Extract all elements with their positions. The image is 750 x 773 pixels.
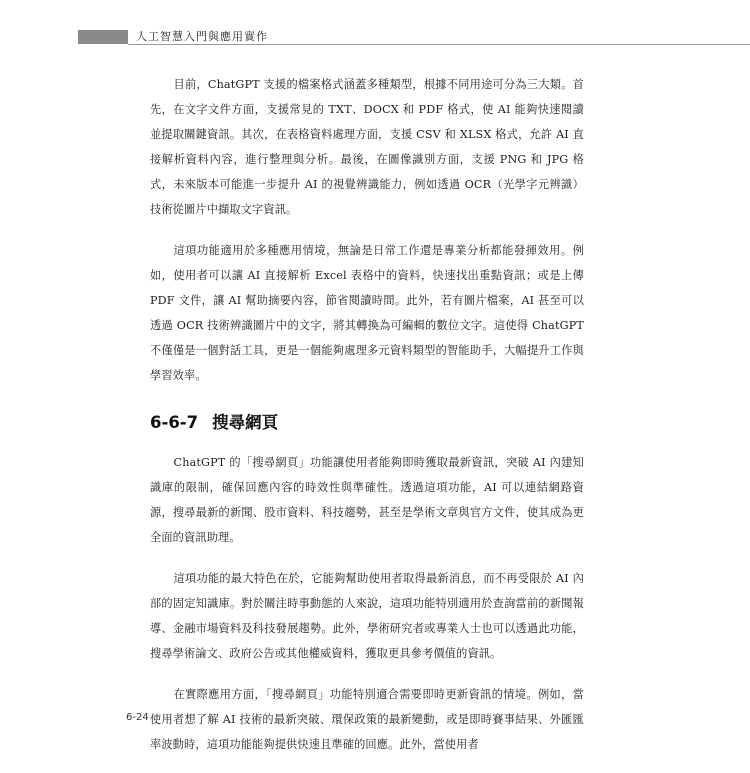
paragraph-web-search-intro: ChatGPT 的「搜尋網頁」功能讓使用者能夠即時獲取最新資訊，突破 AI 內建知識庫的限制，確保回應內容的時效性與準確性。透過這項功能，AI 可以連結網路資源，搜尋最新的新聞、股市資料、科技趨勢，甚至是學術文章與官方文件，使其成為更全面的資訊助理。	[150, 456, 584, 544]
page-body	[150, 72, 584, 773]
section-title: 搜尋網頁	[212, 413, 279, 432]
paragraph-web-search-feature: 這項功能的最大特色在於，它能夠幫助使用者取得最新消息，而不再受限於 AI 內部的固定知識庫。對於關注時事動態的人來說，這項功能特別適用於查詢當前的新聞報導、金融市場資料及科技發展趨勢。此外，學術研究者或專業人士也可以透過此功能，搜尋學術論文、政府公告或其他權威資料，獲取更具參考價值的資訊。	[150, 572, 584, 660]
running-header-title: 人工智慧入門與應用實作	[136, 30, 268, 43]
section-heading	[150, 406, 584, 440]
page-number: 6-24	[126, 712, 149, 723]
paragraph-use-cases: 這項功能適用於多種應用情境，無論是日常工作還是專業分析都能發揮效用。例如，使用者可以讓 AI 直接解析 Excel 表格中的資料，快速找出重點資訊；或是上傳 PDF 文件，讓 AI 幫助摘要內容，節省閱讀時間。此外，若有圖片檔案，AI 甚至可以透過 OCR 技術辨識圖片中的文字，將其轉換為可編輯的數位文字。這使得 ChatGPT 不僅僅是一個對話工具，更是一個能夠處理多元資料類型的智能助手，大幅提升工作與學習效率。	[150, 244, 584, 382]
header-rule	[128, 44, 750, 45]
paragraph-web-search-application: 在實際應用方面，「搜尋網頁」功能特別適合需要即時更新資訊的情境。例如，當使用者想了解 AI 技術的最新突破、環保政策的最新變動，或是即時賽事結果、外匯匯率波動時，這項功能能夠提供快速且準確的回應。此外，當使用者	[150, 688, 584, 751]
header-bar	[78, 30, 128, 44]
section-number: 6-6-7	[150, 413, 199, 432]
paragraph-file-formats: 目前，ChatGPT 支援的檔案格式涵蓋多種類型，根據不同用途可分為三大類。首先，在文字文件方面，支援常見的 TXT、DOCX 和 PDF 格式，使 AI 能夠快速閱讀並提取關鍵資訊。其次，在表格資料處理方面，支援 CSV 和 XLSX 格式，允許 AI 直接解析資料內容，進行整理與分析。最後，在圖像識別方面，支援 PNG 和 JPG 格式，未來版本可能進一步提升 AI 的視覺辨識能力，例如透過 OCR（光學字元辨識）技術從圖片中擷取文字資訊。	[150, 78, 584, 216]
